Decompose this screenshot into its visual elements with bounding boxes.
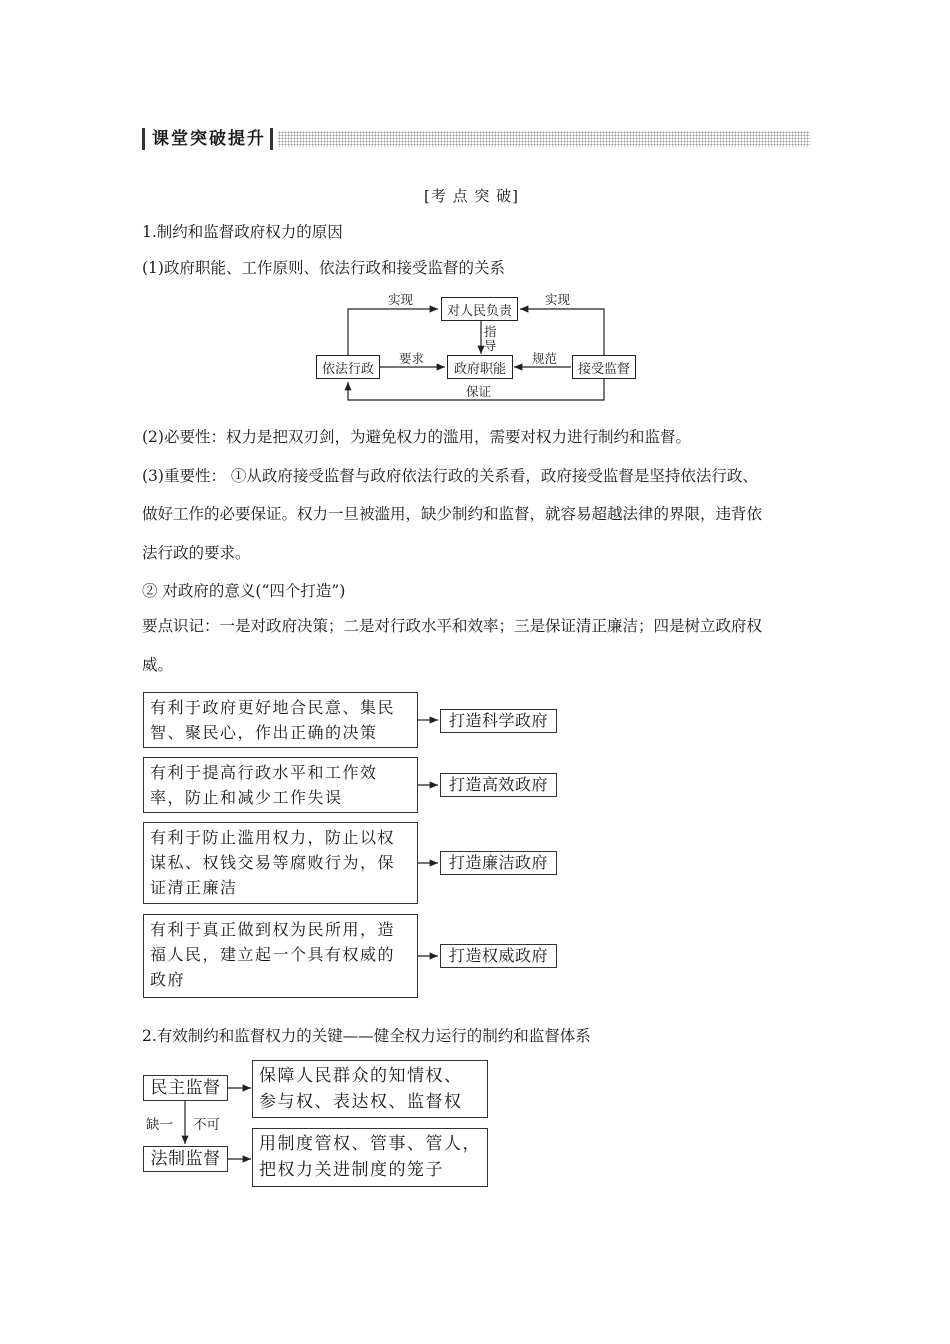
point1-sub3-line3: 法行政的要求。: [142, 544, 251, 562]
build-row-3-line-2: 谋私、权钱交易等腐败行为，保: [150, 853, 396, 872]
box-gov-functions: 政府职能: [447, 355, 513, 379]
build-row-1-line-2: 智、聚民心，作出正确的决策: [150, 723, 378, 742]
build-row-4-line-2: 福人民，建立起一个具有权威的: [150, 945, 396, 964]
build-row-2-result: 打造高效政府: [440, 773, 557, 797]
desc-legal-line-1: 用制度管权、管事、管人，: [259, 1134, 481, 1154]
label-regulate: 规范: [532, 351, 558, 366]
label-require: 要求: [399, 351, 425, 366]
point1-sub2: (2)必要性：权力是把双刃剑，为避免权力的滥用，需要对权力进行制约和监督。: [142, 428, 691, 446]
desc-legal-line-2: 把权力关进制度的笼子: [259, 1160, 444, 1180]
label-indispensable-left: 缺一: [146, 1117, 173, 1133]
point1-heading: 1.制约和监督政府权力的原因: [142, 223, 343, 241]
point1-sub1: (1)政府职能、工作原则、依法行政和接受监督的关系: [142, 259, 505, 277]
point2-heading: 2.有效制约和监督权力的关键——健全权力运行的制约和监督体系: [142, 1027, 591, 1045]
box-accept-supervision: 接受监督: [572, 355, 636, 379]
desc-democratic-line-1: 保障人民群众的知情权、: [259, 1066, 463, 1086]
subsection-title: [考 点 突 破]: [424, 187, 520, 205]
desc-democratic-supervision: [252, 1060, 488, 1118]
section-title: 课堂突破提升: [152, 129, 266, 149]
box-responsible-to-people: 对人民负责: [441, 297, 518, 321]
box-democratic-supervision: 民主监督: [143, 1075, 228, 1101]
label-guide-2: 导: [484, 338, 497, 353]
build-row-4-line-1: 有利于真正做到权为民所用，造: [150, 920, 396, 939]
label-guide-1: 指: [484, 324, 497, 339]
desc-democratic-line-2: 参与权、表达权、监督权: [259, 1092, 463, 1112]
build-row-4-result: 打造权威政府: [440, 944, 557, 968]
desc-legal-supervision: [252, 1128, 488, 1187]
build-row-4-line-3: 政府: [150, 970, 186, 989]
point1-sub3-line1: (3)重要性： ①从政府接受监督与政府依法行政的关系看，政府接受监督是坚持依法行政、: [142, 467, 758, 485]
build-row-1-line-1: 有利于政府更好地合民意、集民: [150, 698, 396, 717]
build-row-3-result: 打造廉洁政府: [440, 851, 557, 875]
memo-line1: 要点识记：一是对政府决策；二是对行政水平和效率；三是保证清正廉洁；四是树立政府权: [142, 617, 763, 635]
memo-line2: 威。: [142, 656, 174, 674]
label-realize-right: 实现: [545, 292, 571, 307]
box-legal-supervision: 法制监督: [143, 1146, 228, 1172]
label-guarantee: 保证: [466, 384, 492, 399]
build-row-3-line-1: 有利于防止滥用权力，防止以权: [150, 828, 396, 847]
build-row-2-line-2: 率，防止和减少工作失误: [150, 788, 343, 807]
label-realize-left: 实现: [388, 292, 414, 307]
box-law-based-admin: 依法行政: [316, 355, 380, 379]
point1-sub3-item2: ② 对政府的意义(“四个打造”): [142, 582, 346, 600]
build-row-3-line-3: 证清正廉洁: [150, 878, 238, 897]
build-row-1-result: 打造科学政府: [440, 709, 557, 733]
label-indispensable-right: 不可: [193, 1117, 220, 1133]
build-row-2-line-1: 有利于提高行政水平和工作效: [150, 763, 378, 782]
point1-sub3-line2: 做好工作的必要保证。权力一旦被滥用，缺少制约和监督，就容易超越法律的界限，违背依: [142, 505, 763, 523]
